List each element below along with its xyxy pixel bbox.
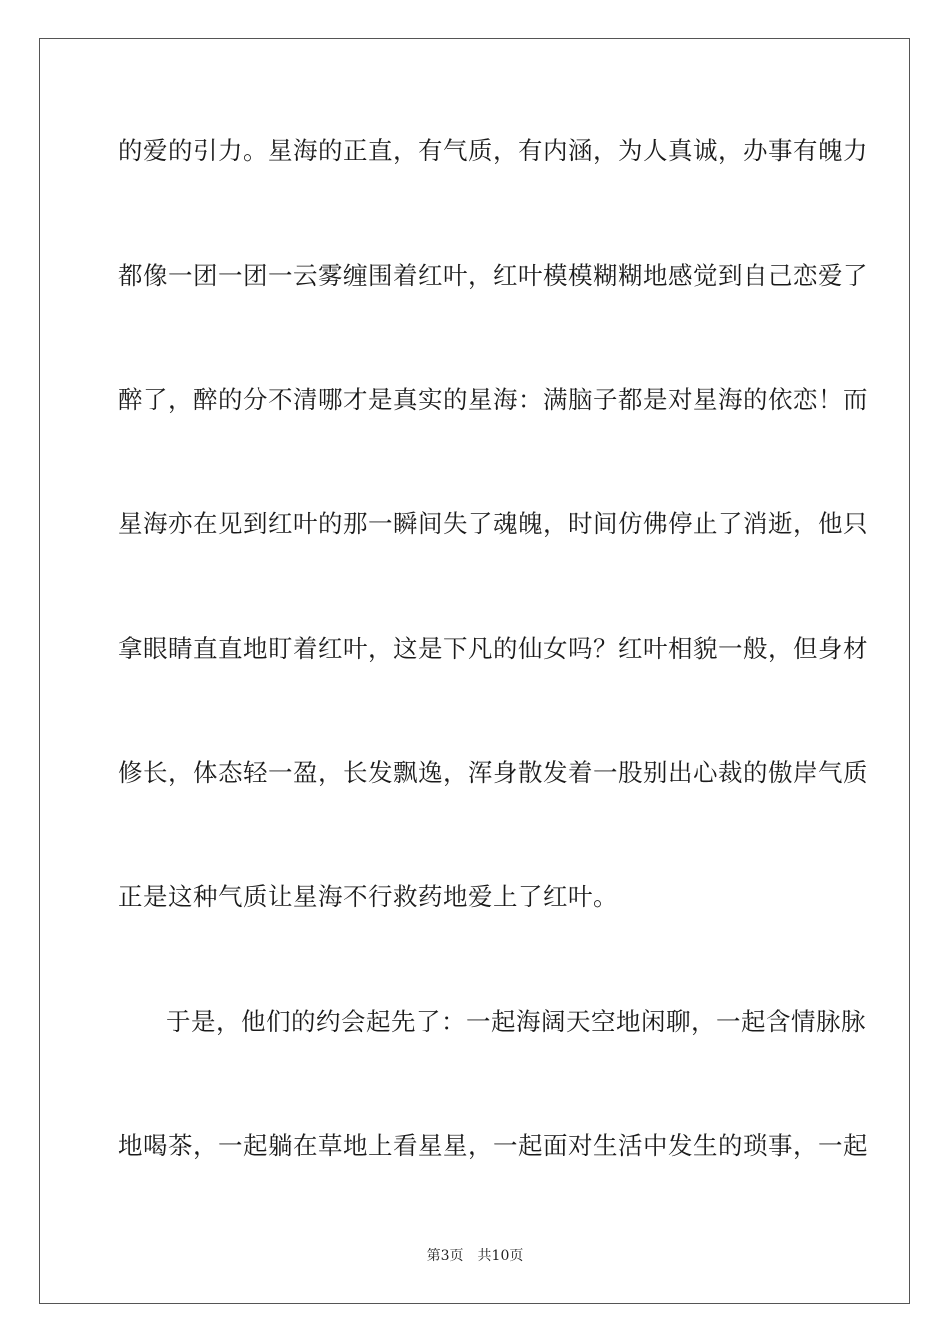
text-line: 都像一团一团一云雾缠围着红叶，红叶模模糊糊地感觉到自己恋爱了	[118, 261, 868, 290]
text-line: 的爱的引力。星海的正直，有气质，有内涵，为人真诚，办事有魄力	[118, 136, 868, 165]
page-border	[39, 38, 910, 1304]
text-line: 醉了，醉的分不清哪才是真实的星海：满脑子都是对星海的依恋！而	[118, 385, 868, 414]
text-line: 正是这种气质让星海不行救药地爱上了红叶。	[118, 882, 618, 911]
paragraph-first-line: 于是，他们的约会起先了：一起海阔天空地闲聊，一起含情脉脉	[166, 1007, 866, 1036]
page-total: 共10页	[477, 1248, 524, 1264]
text-line: 修长，体态轻一盈，长发飘逸，浑身散发着一股别出心裁的傲岸气质	[118, 758, 868, 787]
page-number: 第3页	[426, 1248, 464, 1264]
text-line: 地喝茶，一起躺在草地上看星星，一起面对生活中发生的琐事，一起	[118, 1131, 868, 1160]
text-line: 星海亦在见到红叶的那一瞬间失了魂魄，时间仿佛停止了消逝，他只	[118, 509, 868, 538]
text-line: 拿眼睛直直地盯着红叶，这是下凡的仙女吗？红叶相貌一般，但身材	[118, 634, 868, 663]
page-footer	[0, 1246, 950, 1266]
